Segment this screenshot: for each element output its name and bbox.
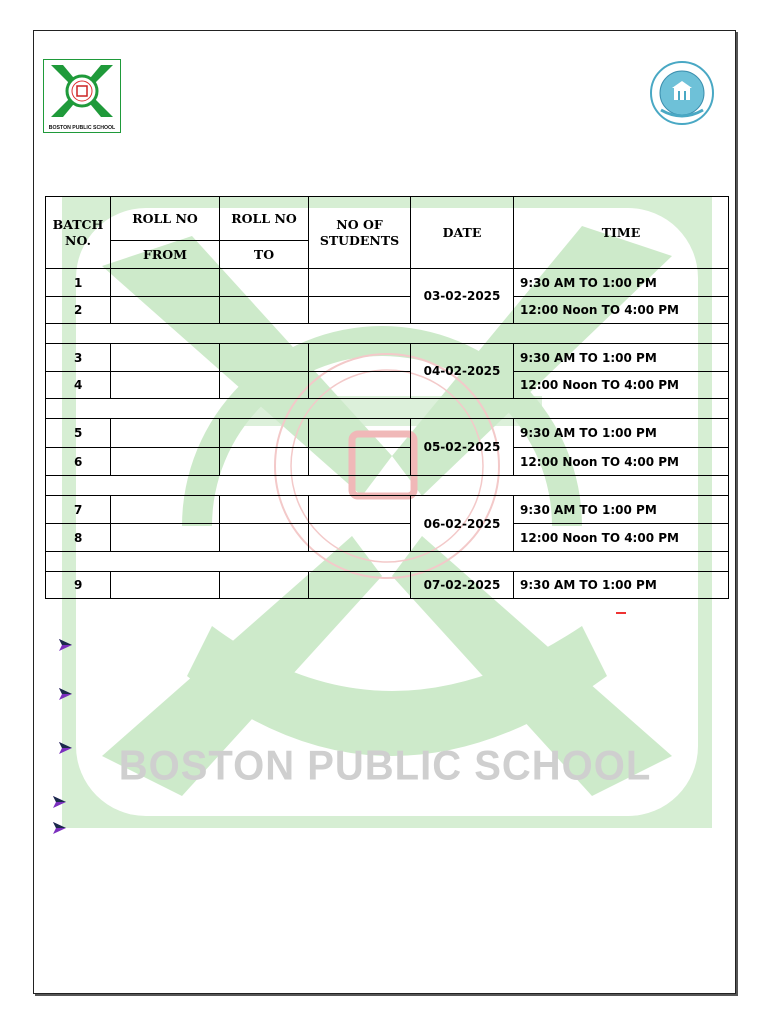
students-cell [309,572,411,599]
table-row [46,572,729,599]
time-cell: 12:00 Noon TO 4:00 PM [514,448,729,476]
header-batch-no: BATCH NO. [46,197,111,269]
batch-cell: 7 [46,496,111,524]
roll-to-cell [220,269,309,297]
batch-cell: 1 [46,269,111,297]
roll-to-cell [220,572,309,599]
table-row [46,448,729,476]
roll-from-cell [111,572,220,599]
batch-cell: 5 [46,419,111,448]
batch-cell: 3 [46,344,111,372]
roll-from-cell [111,496,220,524]
roll-from-cell [111,419,220,448]
roll-to-cell [220,524,309,552]
date-cell: 05-02-2025 [411,419,514,476]
roll-to-cell [220,448,309,476]
time-cell: 12:00 Noon TO 4:00 PM [514,297,729,324]
school-logo [43,59,121,133]
date-cell: 06-02-2025 [411,496,514,552]
logo-text: BOSTON PUBLIC SCHOOL [48,125,116,131]
date-cell: 07-02-2025 [411,572,514,599]
time-cell: 12:00 Noon TO 4:00 PM [514,524,729,552]
students-cell [309,344,411,372]
table-row [46,524,729,552]
bullet-arrow-icon [59,639,72,651]
time-cell: 9:30 AM TO 1:00 PM [514,419,729,448]
bullet-arrow-icon [53,822,66,834]
batch-cell: 6 [46,448,111,476]
table-row [46,419,729,448]
roll-to-cell [220,297,309,324]
students-cell [309,524,411,552]
time-cell: 12:00 Noon TO 4:00 PM [514,372,729,399]
roll-from-cell [111,269,220,297]
roll-from-cell [111,372,220,399]
time-cell: 9:30 AM TO 1:00 PM [514,572,729,599]
batch-cell: 8 [46,524,111,552]
batch-cell: 9 [46,572,111,599]
students-cell [309,269,411,297]
exam-schedule-table [45,196,729,599]
table-row [46,496,729,524]
table-row [46,297,729,324]
spacer-row [46,324,729,344]
table-row [46,269,729,297]
roll-from-cell [111,344,220,372]
red-dash-mark [616,612,626,614]
table-row [46,372,729,399]
roll-from-cell [111,297,220,324]
roll-to-cell [220,344,309,372]
spacer-row [46,552,729,572]
watermark-school-name: BOSTON PUBLIC SCHOOL [118,742,652,790]
roll-to-cell [220,496,309,524]
board-seal-logo [649,60,715,126]
students-cell [309,419,411,448]
roll-to-cell [220,419,309,448]
bullet-arrow-icon [59,742,72,754]
table-row [46,344,729,372]
bullet-arrow-icon [53,796,66,808]
time-cell: 9:30 AM TO 1:00 PM [514,344,729,372]
students-cell [309,297,411,324]
spacer-row [46,476,729,496]
header-to: TO [220,241,309,269]
header-no-of-students: NO OF STUDENTS [309,197,411,269]
header-roll-no-from: ROLL NO [111,197,220,241]
roll-from-cell [111,448,220,476]
students-cell [309,448,411,476]
time-cell: 9:30 AM TO 1:00 PM [514,496,729,524]
spacer-row [46,399,729,419]
batch-cell: 4 [46,372,111,399]
header-time: TIME [514,197,729,269]
date-cell: 04-02-2025 [411,344,514,399]
roll-from-cell [111,524,220,552]
bullet-arrow-icon [59,688,72,700]
header-roll-no-to: ROLL NO [220,197,309,241]
date-cell: 03-02-2025 [411,269,514,324]
students-cell [309,496,411,524]
roll-to-cell [220,372,309,399]
header-from: FROM [111,241,220,269]
time-cell: 9:30 AM TO 1:00 PM [514,269,729,297]
students-cell [309,372,411,399]
header-date: DATE [411,197,514,269]
batch-cell: 2 [46,297,111,324]
